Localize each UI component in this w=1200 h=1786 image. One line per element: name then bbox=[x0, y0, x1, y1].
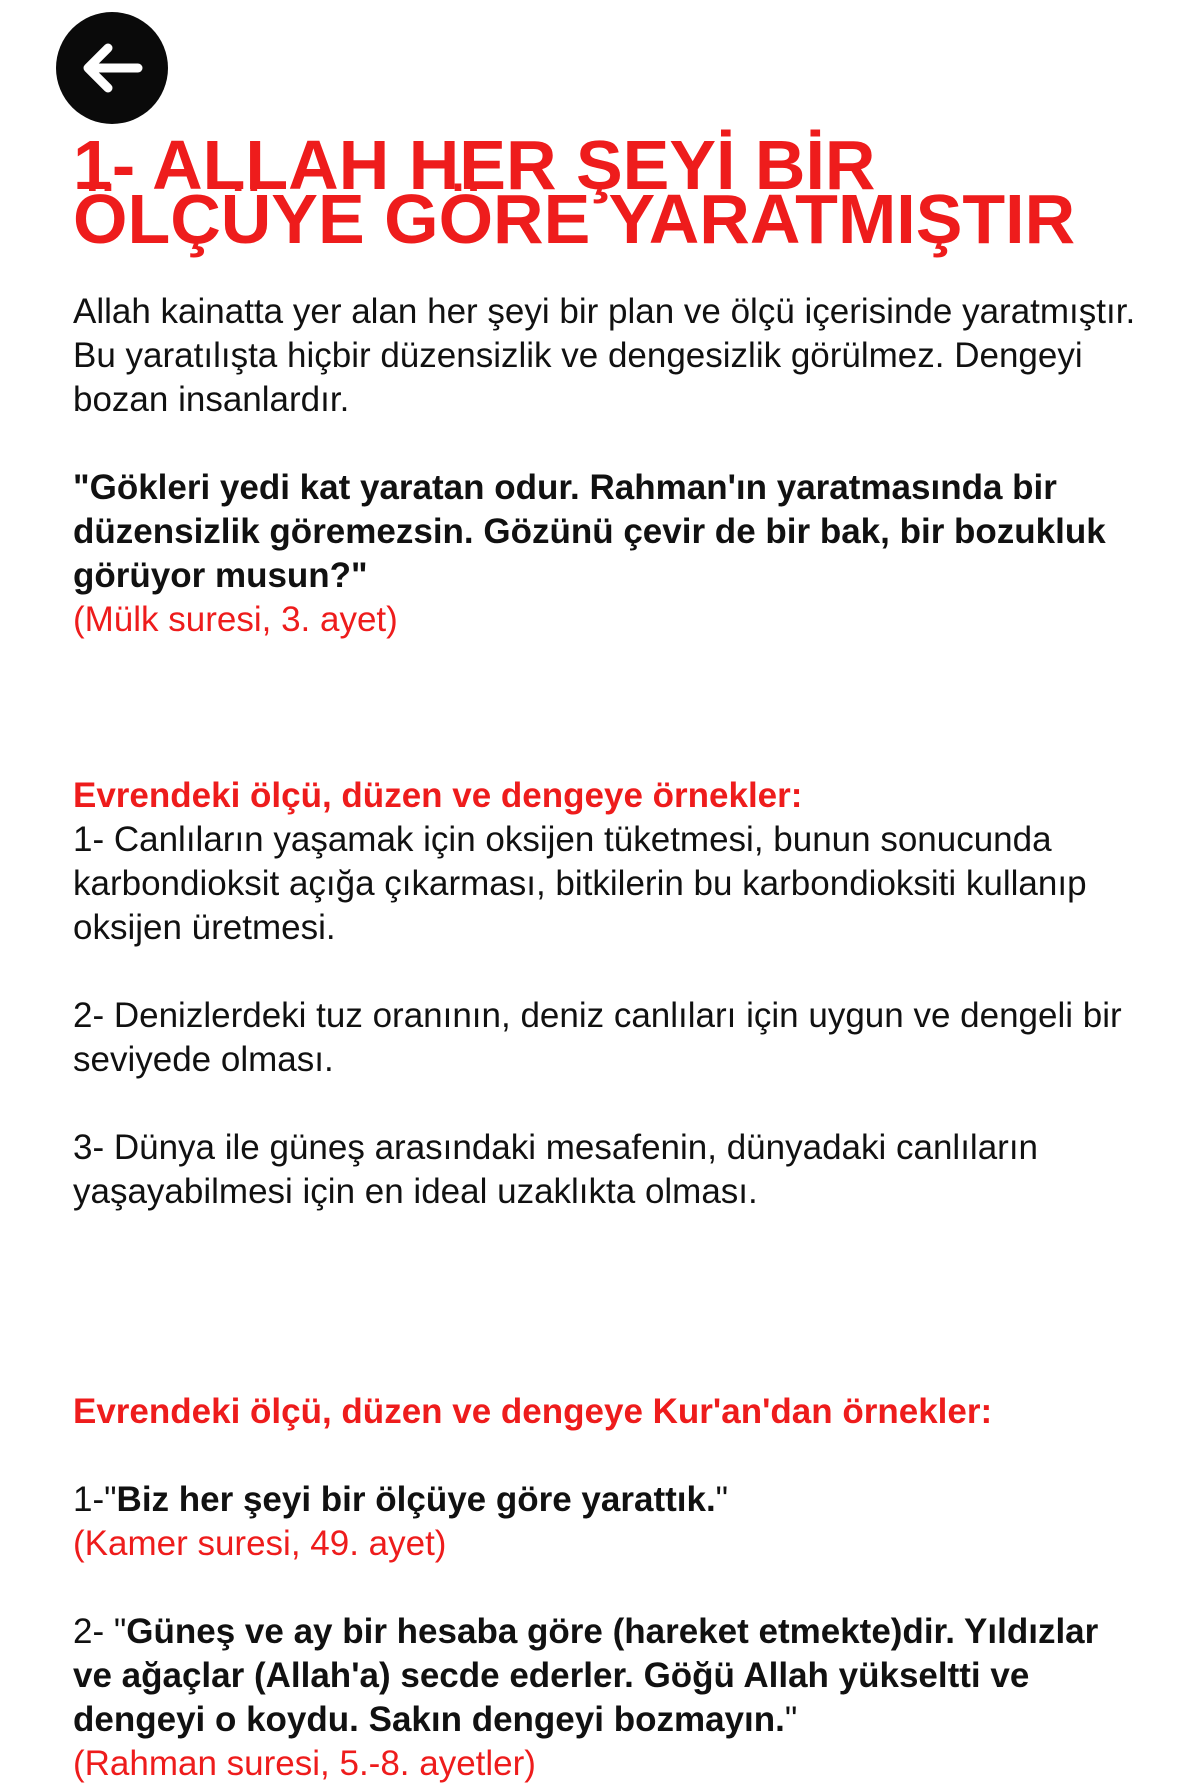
item-suffix: " bbox=[715, 1480, 729, 1519]
section-heading-quran-examples: Evrendeki ölçü, düzen ve dengeye Kur'an'dan örnekler: bbox=[73, 1392, 993, 1431]
item-suffix: " bbox=[784, 1700, 798, 1739]
article-content bbox=[73, 126, 1143, 1786]
item-prefix: 1-" bbox=[73, 1480, 117, 1519]
back-button[interactable] bbox=[56, 12, 168, 124]
intro-paragraph: Allah kainatta yer alan her şeyi bir plan ve ölçü içerisinde yaratmıştır. Bu yaratılışta hiçbir düzensizlik ve dengesizlik görülmez. Dengeyi bozan insanlardır. bbox=[73, 292, 1136, 419]
quran-example-item bbox=[73, 1610, 1143, 1742]
verse-reference: (Rahman suresi, 5.-8. ayetler) bbox=[73, 1744, 536, 1783]
verse-quote: "Gökleri yedi kat yaratan odur. Rahman'ın yaratmasında bir düzensizlik göremezsin. Gözünü çevir de bir bak, bir bozukluk görüyor musun?" bbox=[73, 468, 1106, 595]
list-item: 1- Canlıların yaşamak için oksijen tüketmesi, bunun sonucunda karbondioksit açığa çıkarması, bitkilerin bu karbondioksiti kullanıp oksijen üretmesi. bbox=[73, 820, 1087, 947]
verse-reference: (Kamer suresi, 49. ayet) bbox=[73, 1524, 447, 1563]
arrow-left-icon bbox=[80, 42, 144, 94]
item-quote: Biz her şeyi bir ölçüye göre yarattık. bbox=[116, 1480, 716, 1519]
item-quote: Güneş ve ay bir hesaba göre (hareket etmekte)dir. Yıldızlar ve ağaçlar (Allah'a) secde ederler. Göğü Allah yükseltti ve dengeyi o koydu. Sakın dengeyi bozmayın. bbox=[73, 1612, 1099, 1739]
list-item: 2- Denizlerdeki tuz oranının, deniz canlıları için uygun ve dengeli bir seviyede olması. bbox=[73, 996, 1122, 1079]
item-prefix: 2- " bbox=[73, 1612, 127, 1651]
list-item: 3- Dünya ile güneş arasındaki mesafenin, dünyadaki canlıların yaşayabilmesi için en ideal uzaklıkta olması. bbox=[73, 1128, 1039, 1211]
page-title: 1- ALLAH HER ŞEYİ BİR ÖLÇÜYE GÖRE YARATMIŞTIR bbox=[73, 126, 1076, 258]
section-heading-examples: Evrendeki ölçü, düzen ve dengeye örnekler: bbox=[73, 776, 803, 815]
quran-example-item bbox=[73, 1478, 1143, 1522]
verse-reference: (Mülk suresi, 3. ayet) bbox=[73, 600, 398, 639]
